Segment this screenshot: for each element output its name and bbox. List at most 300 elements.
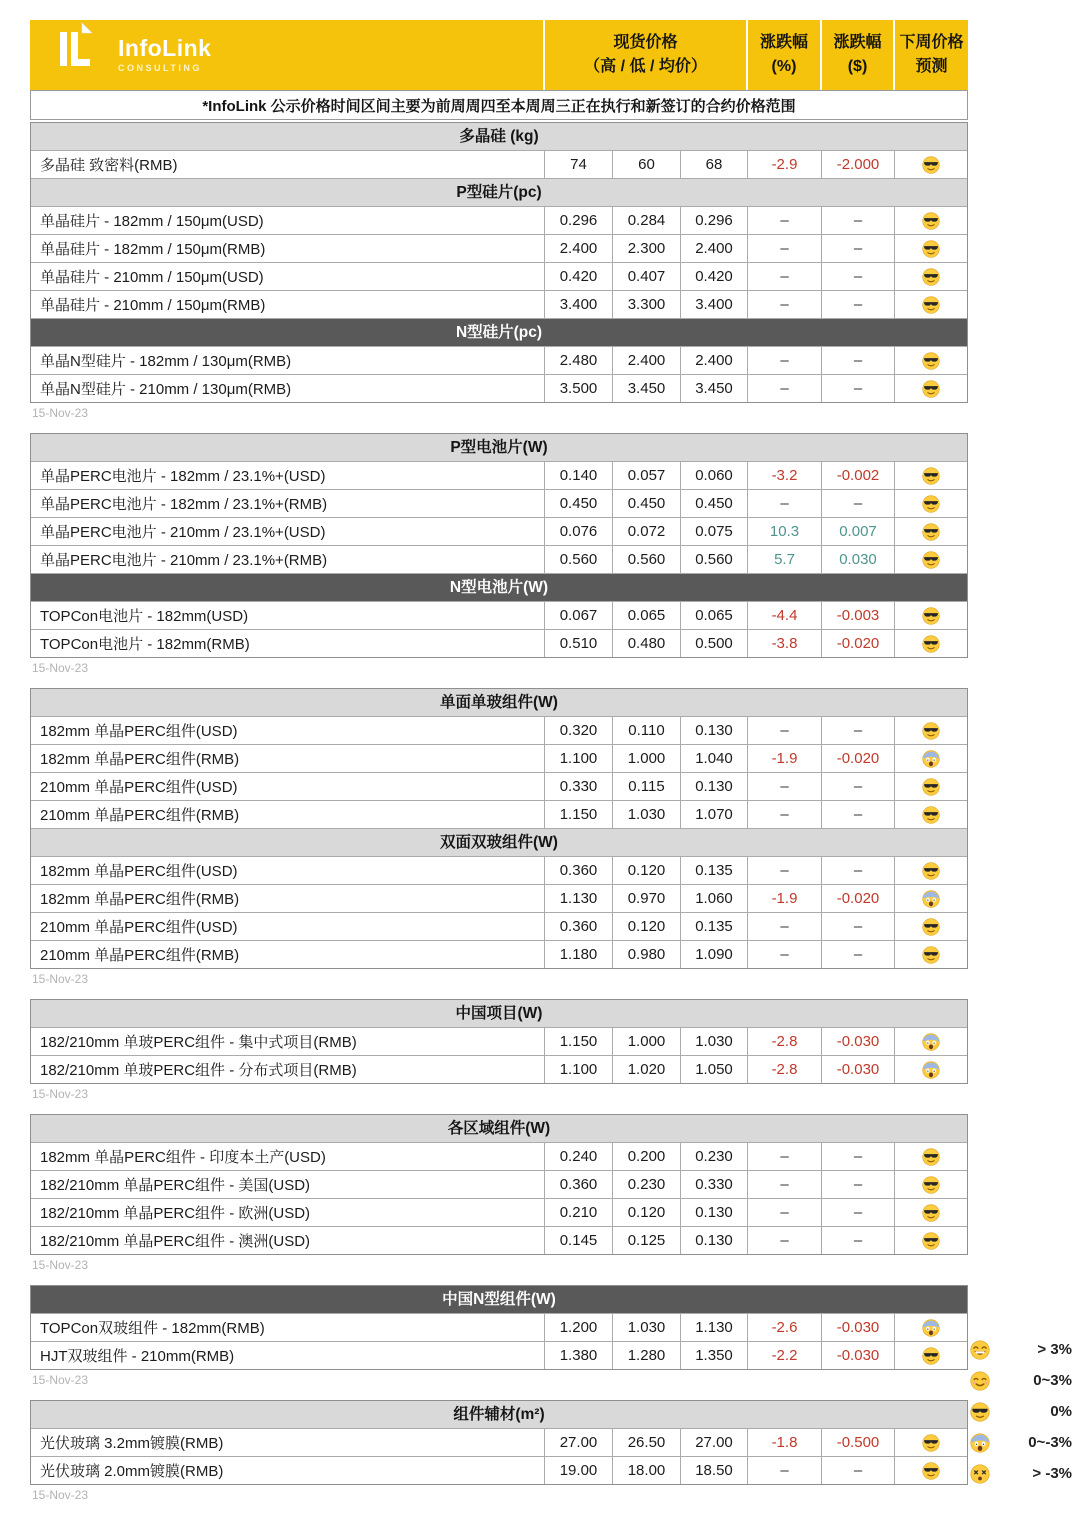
price-avg: 0.075 — [680, 518, 747, 545]
price-avg: 18.50 — [680, 1457, 747, 1484]
change-usd: -0.020 — [821, 885, 894, 912]
forecast-cell — [894, 347, 967, 374]
product-name: 单晶PERC电池片 - 210mm / 23.1%+(USD) — [40, 524, 326, 541]
change-pct: – — [747, 913, 821, 940]
price-avg: 0.130 — [680, 1227, 747, 1254]
change-usd: – — [821, 235, 894, 262]
table-row — [31, 262, 967, 290]
legend-item — [970, 1365, 1072, 1396]
table-row — [31, 461, 967, 489]
table-row — [31, 800, 967, 828]
price-high: 0.210 — [544, 1199, 612, 1226]
table-row — [31, 346, 967, 374]
product-name: 182mm 单晶PERC组件(RMB) — [40, 891, 240, 908]
sunglasses-face-icon — [922, 635, 940, 653]
change-usd: – — [821, 857, 894, 884]
forecast-cell — [894, 913, 967, 940]
price-low: 3.300 — [612, 291, 680, 318]
section-header: 多晶硅 (kg) — [31, 123, 967, 150]
price-avg: 68 — [680, 151, 747, 178]
price-low: 0.072 — [612, 518, 680, 545]
table-grid — [30, 1114, 968, 1255]
column-header-change-usd — [822, 20, 893, 90]
price-high: 0.240 — [544, 1143, 612, 1170]
sunglasses-face-icon — [922, 240, 940, 258]
price-low: 0.120 — [612, 857, 680, 884]
sunglasses-face-icon — [922, 467, 940, 485]
table-row — [31, 489, 967, 517]
product-name: HJT双玻组件 - 210mm(RMB) — [40, 1348, 235, 1365]
section-header: N型硅片(pc) — [31, 318, 967, 346]
price-low: 2.400 — [612, 347, 680, 374]
change-pct: – — [747, 1143, 821, 1170]
price-avg: 1.040 — [680, 745, 747, 772]
section-header: 单面单玻组件(W) — [31, 689, 967, 716]
price-table — [30, 122, 968, 1515]
change-pct: – — [747, 1171, 821, 1198]
table-row — [31, 1456, 967, 1484]
product-name: 182mm 单晶PERC组件(USD) — [40, 863, 238, 880]
change-usd: – — [821, 263, 894, 290]
change-pct: – — [747, 857, 821, 884]
section-header: 各区域组件(W) — [31, 1115, 967, 1142]
price-high: 0.140 — [544, 462, 612, 489]
product-name: TOPCon电池片 - 182mm(USD) — [40, 608, 249, 625]
change-usd: -2.000 — [821, 151, 894, 178]
price-high: 74 — [544, 151, 612, 178]
change-usd: – — [821, 291, 894, 318]
product-name: 182mm 单晶PERC组件(RMB) — [40, 751, 240, 768]
change-pct: – — [747, 717, 821, 744]
spot-price-label: 现货价格 — [613, 34, 678, 51]
table-row — [31, 1313, 967, 1341]
sunglasses-face-icon — [922, 380, 940, 398]
change-pct: – — [747, 941, 821, 968]
table-row — [31, 1341, 967, 1369]
forecast-cell — [894, 1199, 967, 1226]
price-low: 0.200 — [612, 1143, 680, 1170]
price-high: 1.150 — [544, 801, 612, 828]
brand-name: InfoLink — [118, 34, 212, 61]
price-low: 0.970 — [612, 885, 680, 912]
table-block — [30, 1400, 968, 1515]
table-block — [30, 1114, 968, 1285]
product-name: 182/210mm 单晶PERC组件 - 澳洲(USD) — [40, 1233, 311, 1250]
product-name: 182mm 单晶PERC组件 - 印度本土产(USD) — [40, 1149, 326, 1166]
scream-face-icon — [922, 1319, 940, 1337]
sunglasses-face-icon — [922, 352, 940, 370]
legend-item — [970, 1427, 1072, 1458]
price-low: 1.000 — [612, 1028, 680, 1055]
product-name: 210mm 单晶PERC组件(RMB) — [40, 807, 240, 824]
price-low: 0.110 — [612, 717, 680, 744]
forecast-cell — [894, 745, 967, 772]
table-row — [31, 517, 967, 545]
forecast-cell — [894, 375, 967, 402]
product-name: 光伏玻璃 2.0mm镀膜(RMB) — [40, 1463, 224, 1480]
change-usd: -0.030 — [821, 1056, 894, 1083]
price-high: 1.200 — [544, 1314, 612, 1341]
price-low: 1.280 — [612, 1342, 680, 1369]
forecast-cell — [894, 151, 967, 178]
product-name: 182/210mm 单晶PERC组件 - 美国(USD) — [40, 1177, 311, 1194]
price-avg: 3.400 — [680, 291, 747, 318]
price-high: 27.00 — [544, 1429, 612, 1456]
forecast-cell — [894, 602, 967, 629]
price-avg: 1.030 — [680, 1028, 747, 1055]
table-block — [30, 999, 968, 1114]
legend-label: > 3% — [1037, 1341, 1072, 1358]
table-grid — [30, 433, 968, 658]
product-name: 单晶PERC电池片 - 182mm / 23.1%+(USD) — [40, 468, 326, 485]
date-stamp: 15-Nov-23 — [32, 1488, 89, 1502]
price-high: 3.500 — [544, 375, 612, 402]
infolink-logo — [30, 20, 543, 90]
price-period-note: *InfoLink 公示价格时间区间主要为前周周四至本周周三正在执行和新签订的合约价格范围 — [30, 90, 968, 120]
forecast-cell — [894, 490, 967, 517]
change-pct: -2.9 — [747, 151, 821, 178]
sunglasses-face-icon — [922, 946, 940, 964]
change-usd: -0.500 — [821, 1429, 894, 1456]
change-pct: – — [747, 801, 821, 828]
price-low: 0.560 — [612, 546, 680, 573]
scream-face-icon — [922, 1033, 940, 1051]
product-name: 单晶PERC电池片 - 210mm / 23.1%+(RMB) — [40, 552, 328, 569]
price-low: 0.120 — [612, 1199, 680, 1226]
scream-face-icon — [922, 890, 940, 908]
scream-face-icon — [922, 1061, 940, 1079]
change-pct: – — [747, 773, 821, 800]
change-usd: – — [821, 207, 894, 234]
price-high: 0.420 — [544, 263, 612, 290]
scream-face-icon — [970, 1433, 990, 1453]
price-low: 0.057 — [612, 462, 680, 489]
price-high: 2.480 — [544, 347, 612, 374]
change-usd: – — [821, 375, 894, 402]
change-usd-label: 涨跌幅 — [833, 34, 882, 51]
change-pct: -2.2 — [747, 1342, 821, 1369]
table-row — [31, 1198, 967, 1226]
table-block — [30, 1285, 968, 1400]
change-usd: 0.007 — [821, 518, 894, 545]
price-low: 1.030 — [612, 1314, 680, 1341]
price-high: 0.330 — [544, 773, 612, 800]
product-name: 210mm 单晶PERC组件(RMB) — [40, 947, 240, 964]
price-high: 0.360 — [544, 857, 612, 884]
sunglasses-face-icon — [922, 156, 940, 174]
legend-item — [970, 1334, 1072, 1365]
date-stamp: 15-Nov-23 — [32, 1087, 89, 1101]
section-header: 组件辅材(m²) — [31, 1401, 967, 1428]
table-row — [31, 772, 967, 800]
product-name: 182/210mm 单玻PERC组件 - 分布式项目(RMB) — [40, 1062, 357, 1079]
table-block — [30, 433, 968, 688]
change-pct: – — [747, 1227, 821, 1254]
change-usd: – — [821, 1457, 894, 1484]
price-avg: 1.350 — [680, 1342, 747, 1369]
change-usd: – — [821, 1199, 894, 1226]
change-usd: -0.020 — [821, 630, 894, 657]
price-high: 0.360 — [544, 913, 612, 940]
legend-label: 0~3% — [1033, 1372, 1072, 1389]
product-name: 单晶N型硅片 - 182mm / 130μm(RMB) — [40, 353, 292, 370]
price-high: 0.067 — [544, 602, 612, 629]
change-pct: – — [747, 263, 821, 290]
table-row — [31, 744, 967, 772]
price-high: 0.360 — [544, 1171, 612, 1198]
product-name: 182/210mm 单晶PERC组件 - 欧洲(USD) — [40, 1205, 311, 1222]
price-avg: 0.500 — [680, 630, 747, 657]
product-name: 多晶硅 致密料(RMB) — [40, 157, 178, 174]
forecast-cell — [894, 630, 967, 657]
price-low: 0.980 — [612, 941, 680, 968]
price-avg: 0.135 — [680, 913, 747, 940]
price-high: 0.145 — [544, 1227, 612, 1254]
forecast-cell — [894, 773, 967, 800]
change-pct: -1.8 — [747, 1429, 821, 1456]
price-avg: 1.060 — [680, 885, 747, 912]
change-pct: -1.9 — [747, 745, 821, 772]
change-pct: -2.6 — [747, 1314, 821, 1341]
table-row — [31, 629, 967, 657]
sunglasses-face-icon — [922, 778, 940, 796]
product-name: 光伏玻璃 3.2mm镀膜(RMB) — [40, 1435, 224, 1452]
table-row — [31, 290, 967, 318]
price-low: 1.000 — [612, 745, 680, 772]
price-low: 18.00 — [612, 1457, 680, 1484]
section-header: 中国N型组件(W) — [31, 1286, 967, 1313]
table-row — [31, 150, 967, 178]
product-name: 182mm 单晶PERC组件(USD) — [40, 723, 238, 740]
price-high: 0.450 — [544, 490, 612, 517]
sunglasses-face-icon — [922, 1462, 940, 1480]
table-row — [31, 1226, 967, 1254]
forecast-cell — [894, 546, 967, 573]
product-name: 单晶N型硅片 - 210mm / 130μm(RMB) — [40, 381, 292, 398]
smiling-face-icon — [970, 1371, 990, 1391]
price-avg: 0.130 — [680, 773, 747, 800]
forecast-cell — [894, 941, 967, 968]
change-pct: – — [747, 347, 821, 374]
change-usd: – — [821, 773, 894, 800]
product-name: TOPCon双玻组件 - 182mm(RMB) — [40, 1320, 265, 1337]
product-name: 210mm 单晶PERC组件(USD) — [40, 779, 238, 796]
legend-item — [970, 1458, 1072, 1489]
price-avg: 0.296 — [680, 207, 747, 234]
price-avg: 0.065 — [680, 602, 747, 629]
change-usd: 0.030 — [821, 546, 894, 573]
price-low: 60 — [612, 151, 680, 178]
change-pct: – — [747, 291, 821, 318]
infolink-logo-icon — [56, 20, 106, 82]
table-row — [31, 1142, 967, 1170]
change-pct: 10.3 — [747, 518, 821, 545]
change-pct: – — [747, 1457, 821, 1484]
price-low: 0.065 — [612, 602, 680, 629]
section-header: 中国项目(W) — [31, 1000, 967, 1027]
forecast-cell — [894, 263, 967, 290]
legend-label: 0% — [1050, 1403, 1072, 1420]
sunglasses-face-icon — [922, 551, 940, 569]
price-avg: 0.420 — [680, 263, 747, 290]
sunglasses-face-icon — [922, 607, 940, 625]
table-grid — [30, 122, 968, 403]
price-avg: 1.090 — [680, 941, 747, 968]
change-pct: -3.2 — [747, 462, 821, 489]
table-grid — [30, 1285, 968, 1370]
change-usd: -0.020 — [821, 745, 894, 772]
forecast-cell — [894, 717, 967, 744]
sunglasses-face-icon — [922, 495, 940, 513]
forecast-label: 下周价格 — [899, 34, 964, 51]
price-high: 1.380 — [544, 1342, 612, 1369]
price-high: 0.560 — [544, 546, 612, 573]
sunglasses-face-icon — [922, 1232, 940, 1250]
change-pct-sublabel: (%) — [771, 58, 797, 75]
change-usd: -0.030 — [821, 1342, 894, 1369]
forecast-cell — [894, 235, 967, 262]
price-avg: 0.230 — [680, 1143, 747, 1170]
change-usd: – — [821, 1143, 894, 1170]
change-usd: -0.030 — [821, 1028, 894, 1055]
table-block — [30, 688, 968, 999]
table-block — [30, 122, 968, 433]
price-low: 0.125 — [612, 1227, 680, 1254]
change-usd: – — [821, 1227, 894, 1254]
sunglasses-face-icon — [970, 1402, 990, 1422]
forecast-sublabel: 预测 — [915, 58, 948, 75]
table-row — [31, 1428, 967, 1456]
price-low: 1.020 — [612, 1056, 680, 1083]
date-stamp: 15-Nov-23 — [32, 1373, 89, 1387]
column-header-change-pct — [748, 20, 820, 90]
table-row — [31, 601, 967, 629]
change-pct: -4.4 — [747, 602, 821, 629]
price-low: 0.115 — [612, 773, 680, 800]
legend-label: > -3% — [1032, 1465, 1072, 1482]
date-stamp: 15-Nov-23 — [32, 406, 89, 420]
price-avg: 27.00 — [680, 1429, 747, 1456]
section-header: P型电池片(W) — [31, 434, 967, 461]
legend-label: 0~-3% — [1028, 1434, 1072, 1451]
sunglasses-face-icon — [922, 1176, 940, 1194]
forecast-cell — [894, 885, 967, 912]
forecast-cell — [894, 1314, 967, 1341]
column-header-spot-price — [545, 20, 746, 90]
price-avg: 3.450 — [680, 375, 747, 402]
forecast-cell — [894, 801, 967, 828]
change-pct: – — [747, 375, 821, 402]
product-name: 210mm 单晶PERC组件(USD) — [40, 919, 238, 936]
change-pct: – — [747, 235, 821, 262]
date-stamp: 15-Nov-23 — [32, 1258, 89, 1272]
price-avg: 0.060 — [680, 462, 747, 489]
price-high: 0.510 — [544, 630, 612, 657]
product-name: 单晶PERC电池片 - 182mm / 23.1%+(RMB) — [40, 496, 328, 513]
forecast-cell — [894, 462, 967, 489]
price-low: 1.030 — [612, 801, 680, 828]
product-name: 182/210mm 单玻PERC组件 - 集中式项目(RMB) — [40, 1034, 357, 1051]
price-low: 26.50 — [612, 1429, 680, 1456]
change-usd: – — [821, 717, 894, 744]
sunglasses-face-icon — [922, 722, 940, 740]
price-low: 0.120 — [612, 913, 680, 940]
change-pct: -2.8 — [747, 1056, 821, 1083]
table-row — [31, 940, 967, 968]
price-avg: 0.135 — [680, 857, 747, 884]
table-row — [31, 206, 967, 234]
table-grid — [30, 1400, 968, 1485]
change-usd: – — [821, 913, 894, 940]
price-avg: 0.560 — [680, 546, 747, 573]
table-row — [31, 884, 967, 912]
price-low: 0.284 — [612, 207, 680, 234]
table-row — [31, 1170, 967, 1198]
price-avg: 0.450 — [680, 490, 747, 517]
forecast-cell — [894, 1457, 967, 1484]
dizzy-face-icon — [970, 1464, 990, 1484]
sunglasses-face-icon — [922, 806, 940, 824]
brand-subtitle: CONSULTING — [118, 63, 202, 74]
table-grid — [30, 999, 968, 1084]
table-grid — [30, 688, 968, 969]
column-header-forecast — [895, 20, 968, 90]
forecast-cell — [894, 1171, 967, 1198]
price-low: 0.450 — [612, 490, 680, 517]
table-row — [31, 545, 967, 573]
sunglasses-face-icon — [922, 918, 940, 936]
table-row — [31, 912, 967, 940]
section-header: 双面双玻组件(W) — [31, 828, 967, 856]
change-usd: -0.002 — [821, 462, 894, 489]
change-pct: -2.8 — [747, 1028, 821, 1055]
price-avg: 0.330 — [680, 1171, 747, 1198]
product-name: 单晶硅片 - 210mm / 150μm(USD) — [40, 269, 264, 286]
price-high: 3.400 — [544, 291, 612, 318]
price-avg: 0.130 — [680, 717, 747, 744]
legend-item — [970, 1396, 1072, 1427]
change-pct: 5.7 — [747, 546, 821, 573]
change-usd: – — [821, 490, 894, 517]
forecast-cell — [894, 518, 967, 545]
table-row — [31, 1027, 967, 1055]
change-usd-sublabel: ($) — [847, 58, 868, 75]
change-usd: – — [821, 941, 894, 968]
sunglasses-face-icon — [922, 523, 940, 541]
price-high: 0.320 — [544, 717, 612, 744]
forecast-cell — [894, 1429, 967, 1456]
change-usd: -0.030 — [821, 1314, 894, 1341]
price-high: 1.100 — [544, 1056, 612, 1083]
price-avg: 1.130 — [680, 1314, 747, 1341]
change-pct: -3.8 — [747, 630, 821, 657]
forecast-cell — [894, 1028, 967, 1055]
change-pct: – — [747, 1199, 821, 1226]
change-usd: – — [821, 347, 894, 374]
table-row — [31, 374, 967, 402]
product-name: 单晶硅片 - 182mm / 150μm(USD) — [40, 213, 264, 230]
change-usd: -0.003 — [821, 602, 894, 629]
product-name: 单晶硅片 - 210mm / 150μm(RMB) — [40, 297, 266, 314]
forecast-cell — [894, 1227, 967, 1254]
forecast-cell — [894, 291, 967, 318]
price-avg: 1.050 — [680, 1056, 747, 1083]
sunglasses-face-icon — [922, 212, 940, 230]
price-high: 1.150 — [544, 1028, 612, 1055]
header-banner — [30, 20, 968, 90]
price-high: 1.180 — [544, 941, 612, 968]
price-high: 1.130 — [544, 885, 612, 912]
